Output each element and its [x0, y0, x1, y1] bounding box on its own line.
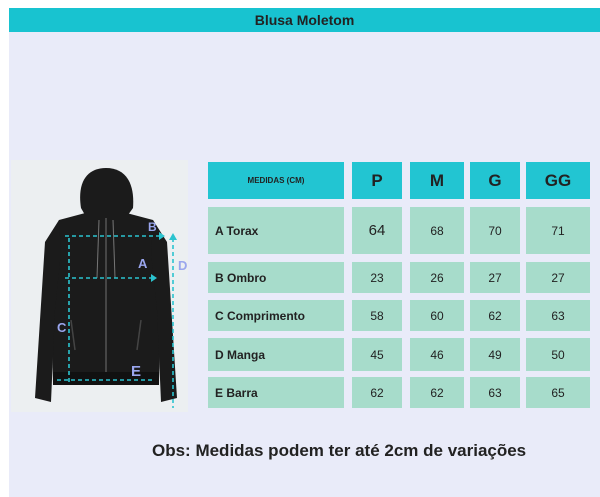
measurement-note: Obs: Medidas podem ter até 2cm de variações — [152, 441, 527, 460]
label-a: A — [138, 256, 148, 271]
table-cell: 62 — [410, 377, 464, 408]
table-row-label: A Torax — [208, 207, 344, 254]
table-cell: 71 — [526, 207, 590, 254]
table-header-size-m: M — [410, 162, 464, 199]
hoodie-illustration — [11, 160, 188, 412]
table-header-size-gg: GG — [526, 162, 590, 199]
garment-diagram — [11, 160, 188, 412]
table-row-label: B Ombro — [208, 262, 344, 293]
table-cell: 62 — [352, 377, 402, 408]
table-cell: 65 — [526, 377, 590, 408]
table-cell: 27 — [526, 262, 590, 293]
table-cell: 58 — [352, 300, 402, 331]
table-cell: 45 — [352, 338, 402, 371]
table-header-size-g: G — [470, 162, 520, 199]
table-header-label: MEDIDAS (CM) — [208, 162, 344, 199]
table-cell: 23 — [352, 262, 402, 293]
table-cell: 68 — [410, 207, 464, 254]
table-cell: 62 — [470, 300, 520, 331]
table-cell: 49 — [470, 338, 520, 371]
table-cell: 60 — [410, 300, 464, 331]
page-title: Blusa Moletom — [9, 8, 600, 32]
table-cell: 64 — [352, 207, 402, 254]
table-cell: 63 — [526, 300, 590, 331]
label-b: B — [148, 220, 157, 234]
table-cell: 46 — [410, 338, 464, 371]
table-cell: 63 — [470, 377, 520, 408]
table-cell: 26 — [410, 262, 464, 293]
label-e: E — [131, 363, 142, 380]
table-cell: 70 — [470, 207, 520, 254]
table-header-size-p: P — [352, 162, 402, 199]
table-row-label: C Comprimento — [208, 300, 344, 331]
table-row-label: E Barra — [208, 377, 344, 408]
label-c: C — [57, 320, 67, 335]
table-cell: 50 — [526, 338, 590, 371]
table-cell: 27 — [470, 262, 520, 293]
label-d: D — [178, 258, 188, 273]
table-row-label: D Manga — [208, 338, 344, 371]
